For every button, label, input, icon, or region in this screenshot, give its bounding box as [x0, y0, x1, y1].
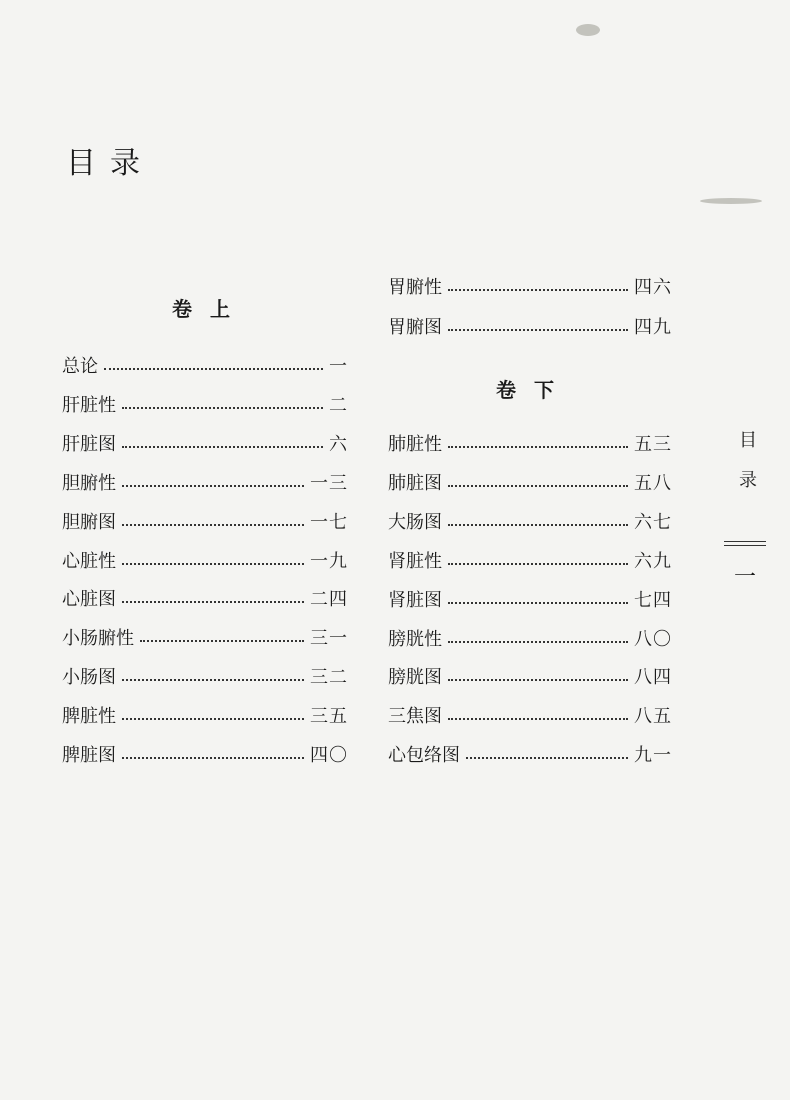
toc-entry-page: 二 — [329, 394, 348, 416]
toc-entry-title: 胃腑性 — [388, 277, 442, 298]
ink-smudge — [576, 24, 600, 36]
toc-entry — [62, 624, 348, 650]
dot-leader — [122, 718, 304, 720]
toc-entry-title: 肺脏图 — [388, 472, 442, 494]
volume-heading-upper: 卷上 — [172, 297, 248, 321]
toc-entry-page: 一七 — [310, 511, 348, 533]
dot-leader — [448, 485, 628, 487]
toc-entry-page: 六 — [329, 433, 348, 455]
toc-entry — [388, 313, 672, 339]
page-title: 目录 — [66, 146, 154, 181]
dot-leader — [448, 679, 628, 681]
dot-leader — [104, 368, 323, 370]
toc-entry-title: 三焦图 — [388, 706, 442, 728]
toc-entry — [62, 585, 348, 611]
toc-entry-title: 胃腑图 — [388, 317, 442, 338]
toc-entry-title: 肝脏图 — [62, 433, 116, 455]
dot-leader — [122, 563, 304, 565]
toc-entry-title: 心脏性 — [62, 550, 116, 572]
toc-entry-page: 五八 — [634, 472, 672, 494]
toc-entry — [62, 702, 348, 728]
toc-entry — [62, 741, 348, 767]
toc-entry-page: 四〇 — [310, 745, 348, 766]
side-rule — [724, 541, 766, 546]
dot-leader — [448, 446, 628, 448]
toc-entry — [62, 508, 348, 534]
toc-entry — [62, 547, 348, 573]
toc-entry — [62, 352, 348, 378]
dot-leader — [448, 524, 628, 526]
dot-leader — [122, 679, 304, 681]
dot-leader — [122, 446, 323, 448]
toc-entry-title: 小肠腑性 — [62, 628, 134, 650]
toc-entry-page: 二四 — [310, 589, 348, 611]
toc-entry-title: 心包络图 — [388, 745, 460, 767]
toc-entry — [62, 663, 348, 689]
toc-entry-title: 脾脏性 — [62, 706, 116, 728]
toc-entry-title: 胆腑图 — [62, 511, 116, 533]
toc-entry-page: 六七 — [634, 511, 672, 533]
toc-entry-page: 四六 — [634, 277, 672, 298]
dot-leader — [448, 602, 628, 604]
toc-entry-page: 八〇 — [634, 628, 672, 650]
dot-leader — [122, 407, 323, 409]
toc-entry-title: 大肠图 — [388, 511, 442, 533]
toc-entry-page: 六九 — [634, 550, 672, 572]
toc-entry-title: 小肠图 — [62, 667, 116, 689]
side-title-text: 目录 — [736, 430, 757, 510]
toc-entry — [388, 702, 672, 728]
toc-entry-page: 八五 — [634, 706, 672, 728]
ink-smudge — [700, 198, 762, 204]
toc-entry-page: 四九 — [634, 317, 672, 338]
toc-entry — [388, 547, 672, 573]
toc-entry-title: 脾脏图 — [62, 745, 116, 766]
toc-entry-title: 肝脏性 — [62, 394, 116, 416]
volume-heading-lower: 卷下 — [496, 378, 572, 402]
toc-entry-title: 肾脏性 — [388, 550, 442, 572]
side-page-number: 一 — [733, 565, 756, 590]
toc-entry-page: 八四 — [634, 667, 672, 689]
toc-entry-title: 肾脏图 — [388, 589, 442, 611]
dot-leader — [448, 289, 628, 291]
toc-entry — [388, 625, 672, 651]
dot-leader — [448, 641, 628, 643]
dot-leader — [140, 640, 304, 642]
toc-entry — [388, 586, 672, 612]
dot-leader — [448, 718, 628, 720]
toc-entry — [62, 391, 348, 417]
toc-entry — [388, 508, 672, 534]
toc-entry — [388, 469, 672, 495]
toc-entry-title: 肺脏性 — [388, 434, 442, 455]
dot-leader — [122, 485, 304, 487]
dot-leader — [448, 563, 628, 565]
toc-entry-title: 胆腑性 — [62, 472, 116, 494]
toc-entry-title: 总论 — [62, 356, 98, 377]
toc-entry — [62, 430, 348, 456]
toc-entry — [388, 741, 672, 767]
toc-entry-title: 心脏图 — [62, 589, 116, 611]
toc-entry-title: 膀胱性 — [388, 628, 442, 650]
toc-entry-page: 一 — [329, 356, 348, 377]
toc-entry — [388, 663, 672, 689]
toc-entry — [388, 430, 672, 456]
side-title — [722, 430, 768, 529]
dot-leader — [448, 329, 628, 331]
dot-leader — [122, 757, 304, 759]
toc-entry-page: 三二 — [310, 667, 348, 689]
toc-entry-page: 一三 — [310, 472, 348, 494]
toc-entry-page: 五三 — [634, 434, 672, 455]
dot-leader — [122, 601, 304, 603]
toc-entry-page: 七四 — [634, 589, 672, 611]
dot-leader — [466, 757, 628, 759]
toc-entry-page: 三一 — [310, 628, 348, 650]
toc-entry — [388, 273, 672, 299]
toc-entry — [62, 469, 348, 495]
dot-leader — [122, 524, 304, 526]
toc-entry-page: 一九 — [310, 550, 348, 572]
toc-entry-page: 三五 — [310, 706, 348, 728]
toc-entry-page: 九一 — [634, 745, 672, 767]
running-header — [722, 430, 768, 591]
toc-entry-title: 膀胱图 — [388, 667, 442, 689]
